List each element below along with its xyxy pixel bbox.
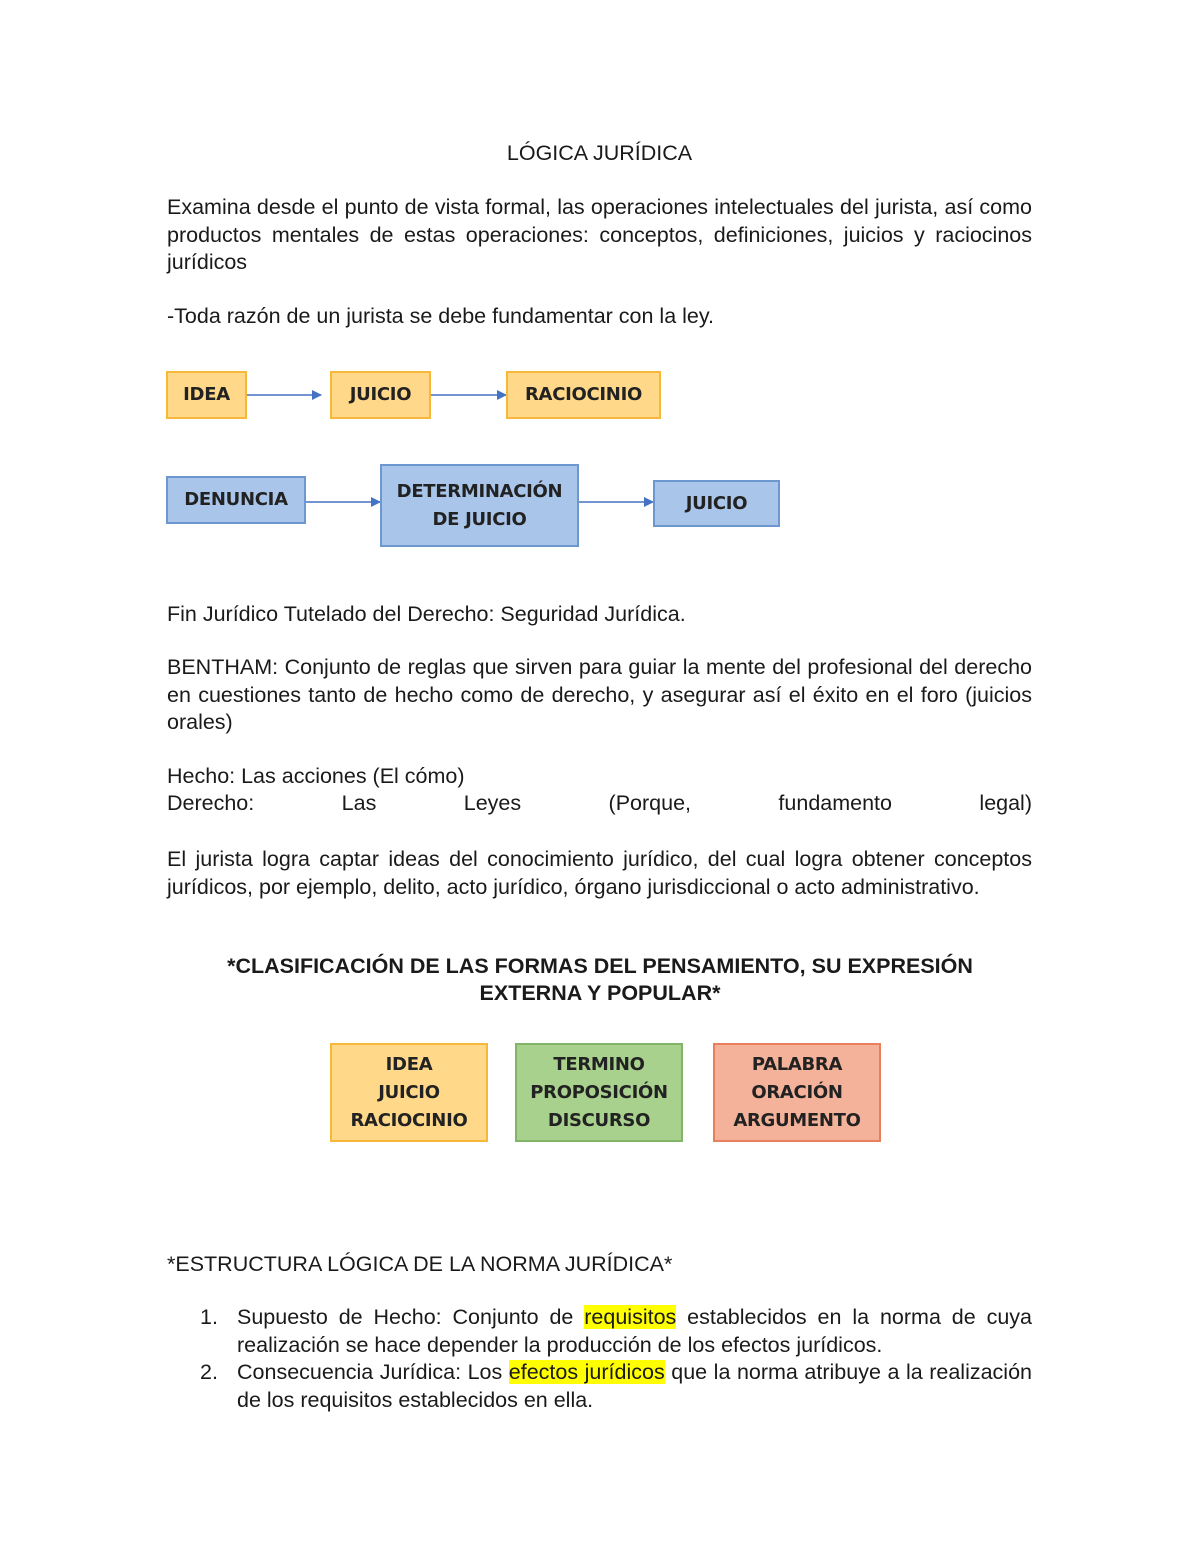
class-box-thought-item: JUICIO — [378, 1081, 440, 1103]
highlighted-term: efectos jurídicos — [508, 1360, 665, 1384]
flow1-juicio-box — [330, 371, 431, 419]
class-box-popular — [713, 1043, 881, 1142]
list-item-text-after: que la norma atribuye a la realización de los requisitos establecidos en ella. — [237, 1360, 1032, 1412]
clasificacion-heading-line1: *CLASIFICACIÓN DE LAS FORMAS DEL PENSAMIENTO, SU EXPRESIÓN — [227, 954, 973, 978]
class-box-thought — [330, 1043, 488, 1142]
class-box-thought-item: RACIOCINIO — [350, 1109, 468, 1131]
hecho-line: Hecho: Las acciones (El cómo) — [167, 764, 465, 788]
note-line: -Toda razón de un jurista se debe fundamentar con la ley. — [167, 304, 714, 328]
list-item-number: 2. — [200, 1360, 218, 1384]
fin-juridico-line: Fin Jurídico Tutelado del Derecho: Seguridad Jurídica. — [167, 602, 686, 626]
flow1-raciocinio-label: RACIOCINIO — [525, 384, 642, 405]
estructura-heading: *ESTRUCTURA LÓGICA DE LA NORMA JURÍDICA* — [167, 1252, 673, 1276]
flow2-denuncia-box — [166, 476, 306, 524]
flow1-idea-label: IDEA — [183, 384, 230, 405]
flow2-determinacion-box — [380, 464, 579, 547]
norma-structure-list — [167, 1304, 1032, 1414]
bentham-paragraph: BENTHAM: Conjunto de reglas que sirven para guiar la mente del profesional del derecho en cuestiones tanto de hecho como de derecho, y asegurar así el éxito en el foro (juicios orales) — [167, 655, 1032, 734]
list-item — [167, 1359, 1032, 1414]
class-box-expression-item: TERMINO — [553, 1053, 645, 1075]
class-box-expression — [515, 1043, 683, 1142]
list-item-text-after: establecidos en la norma de cuya realización se hace depender la producción de los efectos jurídicos. — [237, 1305, 1032, 1357]
clasificacion-heading-line2: EXTERNA Y POPULAR* — [479, 981, 721, 1005]
list-item-text-before: Consecuencia Jurídica: Los — [237, 1360, 509, 1384]
class-box-expression-item: DISCURSO — [547, 1109, 651, 1131]
flow2-juicio-label: JUICIO — [685, 492, 748, 514]
list-item-number: 1. — [200, 1305, 218, 1329]
class-box-popular-item: PALABRA — [751, 1053, 843, 1075]
flow1-idea-box — [166, 371, 247, 419]
derecho-line: Derecho: Las Leyes (Porque, fundamento legal) — [167, 791, 1032, 815]
flow1-juicio-label: JUICIO — [349, 384, 412, 405]
intro-paragraph: Examina desde el punto de vista formal, las operaciones intelectuales del jurista, así como productos mentales de estas operaciones: conceptos, definiciones, juicios y raciocinos jurídicos — [167, 195, 1032, 274]
highlighted-term: requisitos — [584, 1305, 677, 1329]
flow2-determinacion-line1: DETERMINACIÓN — [396, 480, 563, 502]
flow2-denuncia-label: DENUNCIA — [184, 489, 288, 510]
class-box-thought-item: IDEA — [385, 1053, 433, 1075]
jurista-paragraph: El jurista logra captar ideas del conocimiento jurídico, del cual logra obtener conceptos jurídicos, por ejemplo, delito, acto jurídico, órgano jurisdiccional o acto administrativo. — [167, 847, 1032, 899]
flow2-juicio-box — [653, 480, 780, 527]
flow1-raciocinio-box — [506, 371, 661, 419]
list-item — [167, 1304, 1032, 1359]
page-title: LÓGICA JURÍDICA — [506, 141, 693, 165]
flow2-determinacion-line2: DE JUICIO — [432, 508, 527, 530]
class-box-popular-item: ORACIÓN — [751, 1081, 843, 1103]
class-box-popular-item: ARGUMENTO — [733, 1109, 861, 1131]
class-box-expression-item: PROPOSICIÓN — [530, 1081, 668, 1103]
list-item-text-before: Supuesto de Hecho: Conjunto de — [237, 1305, 585, 1329]
